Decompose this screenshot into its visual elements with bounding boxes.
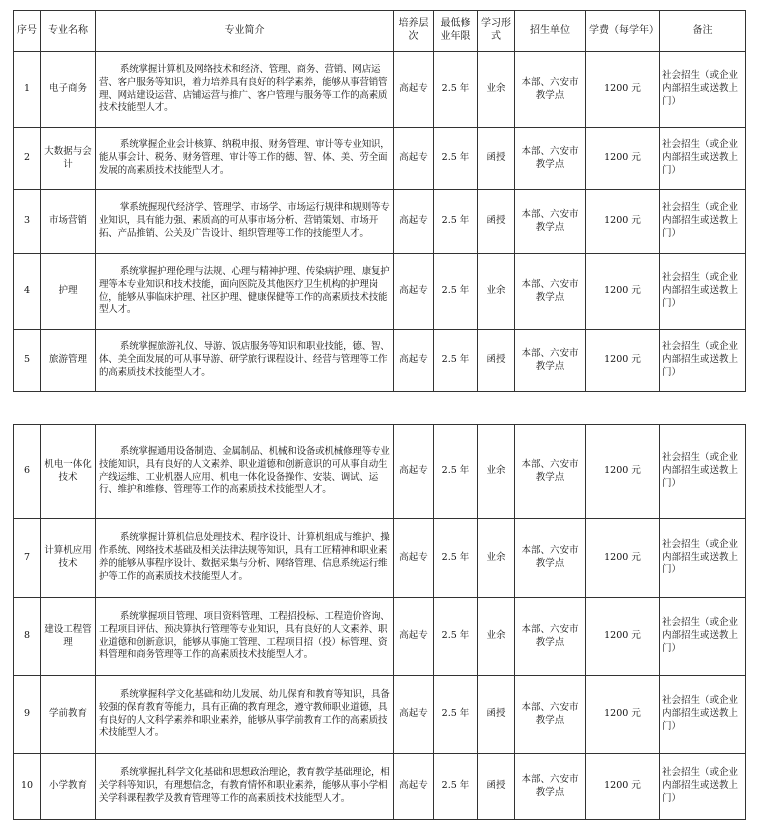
- cell-mode: 函授: [478, 754, 515, 820]
- cell-note: 社会招生（或企业内部招生或送教上门）: [660, 254, 746, 330]
- cell-mode: 函授: [478, 676, 515, 754]
- cell-seq: 10: [14, 754, 41, 820]
- cell-mode: 业余: [478, 519, 515, 598]
- cell-seq: 7: [14, 519, 41, 598]
- header-note: 备注: [660, 11, 746, 52]
- header-intro: 专业简介: [96, 11, 394, 52]
- cell-years: 2.5 年: [434, 190, 478, 254]
- cell-intro: 系统掌握企业会计核算、纳税申报、财务管理、审计等专业知识，能从事会计、税务、财务管理、审计等工作的德、智、体、美、劳全面发展的高素质技术技能型人才。: [96, 128, 394, 190]
- cell-years: 2.5 年: [434, 425, 478, 519]
- cell-level: 高起专: [394, 128, 434, 190]
- cell-intro: 系统掌握通用设备制造、金属制品、机械和设备或机械修理等专业技能知识，具有良好的人文素养、职业道德和创新意识的可从事自动生产线运维、工业机器人应用、机电一体化设备操作、安装、调试、运行、维护和维修、管理等工作的高素质技术技能型人才。: [96, 425, 394, 519]
- cell-unit: 本部、六安市教学点: [515, 52, 586, 128]
- cell-fee: 1200 元: [586, 425, 660, 519]
- cell-major-name: 护理: [41, 254, 96, 330]
- cell-major-name: 小学教育: [41, 754, 96, 820]
- cell-mode: 业余: [478, 598, 515, 676]
- cell-major-name: 旅游管理: [41, 330, 96, 392]
- cell-intro: 系统掌握旅游礼仪、导游、饭店服务等知识和职业技能，德、智、体、美全面发展的可从事导游、研学旅行课程设计、经营与管理等工作的高素质技术技能型人才。: [96, 330, 394, 392]
- table-row: [14, 754, 746, 820]
- cell-seq: 3: [14, 190, 41, 254]
- header-level: 培养层次: [394, 11, 434, 52]
- cell-seq: 4: [14, 254, 41, 330]
- cell-unit: 本部、六安市教学点: [515, 754, 586, 820]
- cell-level: 高起专: [394, 519, 434, 598]
- cell-years: 2.5 年: [434, 330, 478, 392]
- cell-intro: 系统掌握项目管理、项目资料管理、工程招投标、工程造价咨询、工程项目评估、预决算执行管理等专业知识，具有良好的人文素养、职业道德和创新意识，能够从事施工管理、工程项目招（投）标管理、资料管理和商务管理等工作的高素质技术技能型人才。: [96, 598, 394, 676]
- cell-unit: 本部、六安市教学点: [515, 598, 586, 676]
- cell-unit: 本部、六安市教学点: [515, 676, 586, 754]
- table-row: [14, 330, 746, 392]
- cell-mode: 业余: [478, 425, 515, 519]
- cell-fee: 1200 元: [586, 330, 660, 392]
- cell-level: 高起专: [394, 754, 434, 820]
- cell-note: 社会招生（或企业内部招生或送教上门）: [660, 519, 746, 598]
- cell-note: 社会招生（或企业内部招生或送教上门）: [660, 330, 746, 392]
- cell-fee: 1200 元: [586, 52, 660, 128]
- header-seq: 序号: [14, 11, 41, 52]
- cell-seq: 5: [14, 330, 41, 392]
- table-row: [14, 52, 746, 128]
- cell-years: 2.5 年: [434, 598, 478, 676]
- cell-level: 高起专: [394, 52, 434, 128]
- table-row: [14, 676, 746, 754]
- table-row: [14, 190, 746, 254]
- cell-intro: 系统掌握计算机及网络技术和经济、管理、商务、营销、网店运营、客户服务等知识，着力培养具有良好的科学素养，能够从事营销管理、网站建设运营、店铺运营与推广、客户管理与服务等工作的高素质技术技能型人才。: [96, 52, 394, 128]
- cell-level: 高起专: [394, 425, 434, 519]
- cell-major-name: 电子商务: [41, 52, 96, 128]
- cell-years: 2.5 年: [434, 754, 478, 820]
- majors-table-part-2: [13, 424, 746, 820]
- cell-note: 社会招生（或企业内部招生或送教上门）: [660, 52, 746, 128]
- cell-seq: 8: [14, 598, 41, 676]
- cell-mode: 函授: [478, 128, 515, 190]
- cell-intro: 系统掌握计算机信息处理技术、程序设计、计算机组成与维护、操作系统、网络技术基础及相关法律法规等知识，具有工匠精神和职业素养的能够从事程序设计、数据采集与分析、网络管理、信息系统运行维护等工作的高素质技术技能型人才。: [96, 519, 394, 598]
- cell-note: 社会招生（或企业内部招生或送教上门）: [660, 128, 746, 190]
- majors-table-part-1: [13, 10, 746, 392]
- cell-years: 2.5 年: [434, 128, 478, 190]
- cell-fee: 1200 元: [586, 598, 660, 676]
- cell-years: 2.5 年: [434, 676, 478, 754]
- cell-major-name: 机电一体化技术: [41, 425, 96, 519]
- table-row: [14, 598, 746, 676]
- cell-fee: 1200 元: [586, 754, 660, 820]
- cell-fee: 1200 元: [586, 190, 660, 254]
- cell-unit: 本部、六安市教学点: [515, 254, 586, 330]
- table-row: [14, 128, 746, 190]
- cell-note: 社会招生（或企业内部招生或送教上门）: [660, 598, 746, 676]
- cell-fee: 1200 元: [586, 676, 660, 754]
- cell-seq: 2: [14, 128, 41, 190]
- cell-major-name: 计算机应用技术: [41, 519, 96, 598]
- table-row: [14, 425, 746, 519]
- cell-mode: 函授: [478, 190, 515, 254]
- cell-fee: 1200 元: [586, 254, 660, 330]
- header-fee: 学费（每学年）: [586, 11, 660, 52]
- cell-mode: 函授: [478, 330, 515, 392]
- header-major: 专业名称: [41, 11, 96, 52]
- header-years: 最低修业年限: [434, 11, 478, 52]
- cell-unit: 本部、六安市教学点: [515, 128, 586, 190]
- header-row: [14, 11, 746, 52]
- cell-unit: 本部、六安市教学点: [515, 425, 586, 519]
- cell-level: 高起专: [394, 676, 434, 754]
- cell-major-name: 建设工程管理: [41, 598, 96, 676]
- cell-level: 高起专: [394, 190, 434, 254]
- cell-intro: 系统掌握扎科学文化基础和思想政治理论，教育教学基础理论，相关学科等知识，有理想信念，有教育情怀和职业素养，能够从事小学相关学科课程教学及教育管理等工作的高素质技术技能型人才。: [96, 754, 394, 820]
- cell-unit: 本部、六安市教学点: [515, 330, 586, 392]
- header-unit: 招生单位: [515, 11, 586, 52]
- cell-years: 2.5 年: [434, 254, 478, 330]
- table-row: [14, 254, 746, 330]
- cell-major-name: 学前教育: [41, 676, 96, 754]
- cell-unit: 本部、六安市教学点: [515, 190, 586, 254]
- cell-intro: 系统掌握护理伦理与法规、心理与精神护理、传染病护理、康复护理等本专业知识和技术技能，面向医院及其他医疗卫生机构的护理岗位，能够从事临床护理、社区护理、健康保健等工作的高素质技术技能型人才。: [96, 254, 394, 330]
- cell-seq: 9: [14, 676, 41, 754]
- header-mode: 学习形式: [478, 11, 515, 52]
- cell-years: 2.5 年: [434, 519, 478, 598]
- cell-mode: 业余: [478, 254, 515, 330]
- cell-fee: 1200 元: [586, 128, 660, 190]
- cell-seq: 6: [14, 425, 41, 519]
- table-row: [14, 519, 746, 598]
- cell-level: 高起专: [394, 330, 434, 392]
- cell-intro: 掌系统握现代经济学、管理学、市场学、市场运行规律和规则等专业知识，具有能力强、素质高的可从事市场分析、营销策划、市场开拓、产品推销、公关及广告设计、组织管理等工作的技能型人才。: [96, 190, 394, 254]
- cell-intro: 系统掌握科学文化基础和幼儿发展、幼儿保育和教育等知识，具备较强的保育教育等能力，具有正确的教育理念，遵守教师职业道德，具有良好的人文科学素养和职业素养，能够从事学前教育工作的高素质技术技能型人才。: [96, 676, 394, 754]
- cell-level: 高起专: [394, 254, 434, 330]
- cell-level: 高起专: [394, 598, 434, 676]
- cell-note: 社会招生（或企业内部招生或送教上门）: [660, 425, 746, 519]
- cell-seq: 1: [14, 52, 41, 128]
- cell-fee: 1200 元: [586, 519, 660, 598]
- cell-major-name: 市场营销: [41, 190, 96, 254]
- cell-note: 社会招生（或企业内部招生或送教上门）: [660, 676, 746, 754]
- cell-major-name: 大数据与会计: [41, 128, 96, 190]
- cell-note: 社会招生（或企业内部招生或送教上门）: [660, 754, 746, 820]
- cell-note: 社会招生（或企业内部招生或送教上门）: [660, 190, 746, 254]
- cell-unit: 本部、六安市教学点: [515, 519, 586, 598]
- cell-years: 2.5 年: [434, 52, 478, 128]
- cell-mode: 业余: [478, 52, 515, 128]
